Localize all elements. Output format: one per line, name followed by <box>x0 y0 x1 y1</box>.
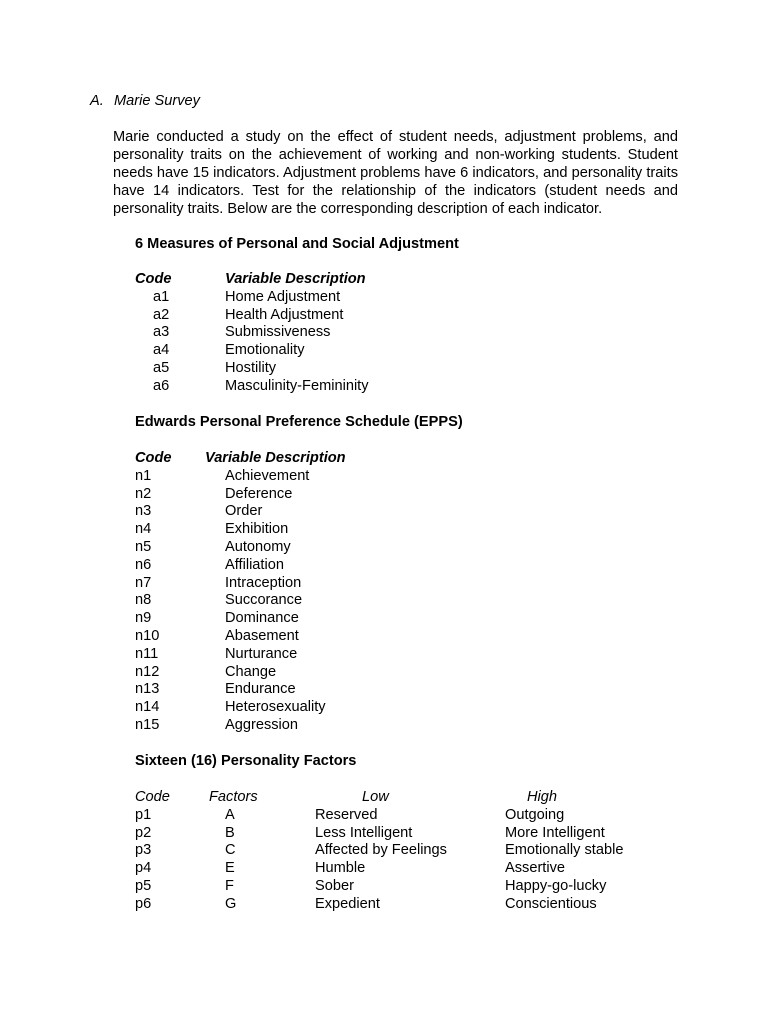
table2-title: Edwards Personal Preference Schedule (EPPS) <box>135 414 463 430</box>
row-code: n12 <box>135 663 160 680</box>
row-code: p3 <box>135 842 152 859</box>
row-code: n5 <box>135 538 152 555</box>
row-code: a4 <box>153 342 170 359</box>
section-letter: A. <box>90 93 104 109</box>
row-description: Abasement <box>225 627 299 644</box>
row-description: Masculinity-Femininity <box>225 377 369 394</box>
description-header: Variable Description <box>225 271 366 287</box>
code-header: Code <box>135 789 170 805</box>
row-code: n2 <box>135 485 152 502</box>
row-description: Achievement <box>225 467 310 484</box>
row-description: Change <box>225 663 277 680</box>
row-low: Less Intelligent <box>315 824 413 841</box>
row-high: Conscientious <box>505 895 597 912</box>
row-high: Happy-go-lucky <box>505 877 607 894</box>
row-code: p6 <box>135 895 152 912</box>
table3-title: Sixteen (16) Personality Factors <box>135 753 357 769</box>
row-code: a1 <box>153 288 170 305</box>
row-description: Health Adjustment <box>225 306 344 323</box>
row-description: Deference <box>225 485 293 502</box>
row-code: n14 <box>135 699 160 716</box>
row-description: Hostility <box>225 359 277 376</box>
row-description: Affiliation <box>225 556 284 573</box>
row-code: n8 <box>135 592 152 609</box>
high-header: High <box>527 789 558 805</box>
row-code: p1 <box>135 806 152 823</box>
row-code: n9 <box>135 610 152 627</box>
row-description: Order <box>225 503 263 520</box>
row-description: Aggression <box>225 716 299 733</box>
section-title: Marie Survey <box>114 93 200 109</box>
row-code: p2 <box>135 824 152 841</box>
row-code: n7 <box>135 574 152 591</box>
row-code: n15 <box>135 716 160 733</box>
row-code: n13 <box>135 681 160 698</box>
row-description: Succorance <box>225 592 303 609</box>
row-low: Affected by Feelings <box>315 842 447 859</box>
row-description: Dominance <box>225 610 299 627</box>
row-code: a2 <box>153 306 170 323</box>
row-code: a5 <box>153 359 170 376</box>
row-code: p4 <box>135 860 152 877</box>
row-description: Home Adjustment <box>225 288 341 305</box>
code-header: Code <box>135 450 172 466</box>
row-code: n11 <box>135 645 159 662</box>
row-description: Submissiveness <box>225 324 331 341</box>
factors-header: Factors <box>209 789 258 805</box>
row-description: Emotionality <box>225 342 305 359</box>
row-code: a6 <box>153 377 170 394</box>
row-low: Humble <box>315 860 366 877</box>
row-low: Sober <box>315 877 354 894</box>
row-factor: F <box>225 877 234 894</box>
row-code: n4 <box>135 521 152 538</box>
row-description: Heterosexuality <box>225 699 326 716</box>
row-code: n3 <box>135 503 152 520</box>
row-factor: E <box>225 860 235 877</box>
row-code: n6 <box>135 556 152 573</box>
row-low: Expedient <box>315 895 380 912</box>
row-high: Outgoing <box>505 806 565 823</box>
row-factor: G <box>225 895 237 912</box>
row-factor: A <box>225 806 235 823</box>
row-code: a3 <box>153 324 170 341</box>
row-high: More Intelligent <box>505 824 605 841</box>
row-description: Endurance <box>225 681 296 698</box>
row-factor: C <box>225 842 236 859</box>
row-description: Autonomy <box>225 538 291 555</box>
code-header: Code <box>135 271 172 287</box>
row-description: Intraception <box>225 574 302 591</box>
row-high: Assertive <box>505 860 566 877</box>
row-code: p5 <box>135 877 152 894</box>
row-factor: B <box>225 824 235 841</box>
description-header: Variable Description <box>205 450 346 466</box>
row-code: n10 <box>135 627 160 644</box>
intro-paragraph: Marie conducted a study on the effect of student needs, adjustment problems, and personality traits on the achievement of working and non-working students. Student needs have 15 indicators. Adjustment problems have 6 indicators, and personality traits have 14 indicators. Test for the relationship of the indicators (student needs and personality traits. Below are the corresponding description of each indicator. <box>113 129 678 217</box>
row-code: n1 <box>135 467 152 484</box>
low-header: Low <box>362 789 389 805</box>
row-description: Nurturance <box>225 645 298 662</box>
table1-title: 6 Measures of Personal and Social Adjustment <box>135 236 459 252</box>
row-description: Exhibition <box>225 521 289 538</box>
section-heading <box>90 93 200 109</box>
row-low: Reserved <box>315 806 378 823</box>
row-high: Emotionally stable <box>505 842 624 859</box>
